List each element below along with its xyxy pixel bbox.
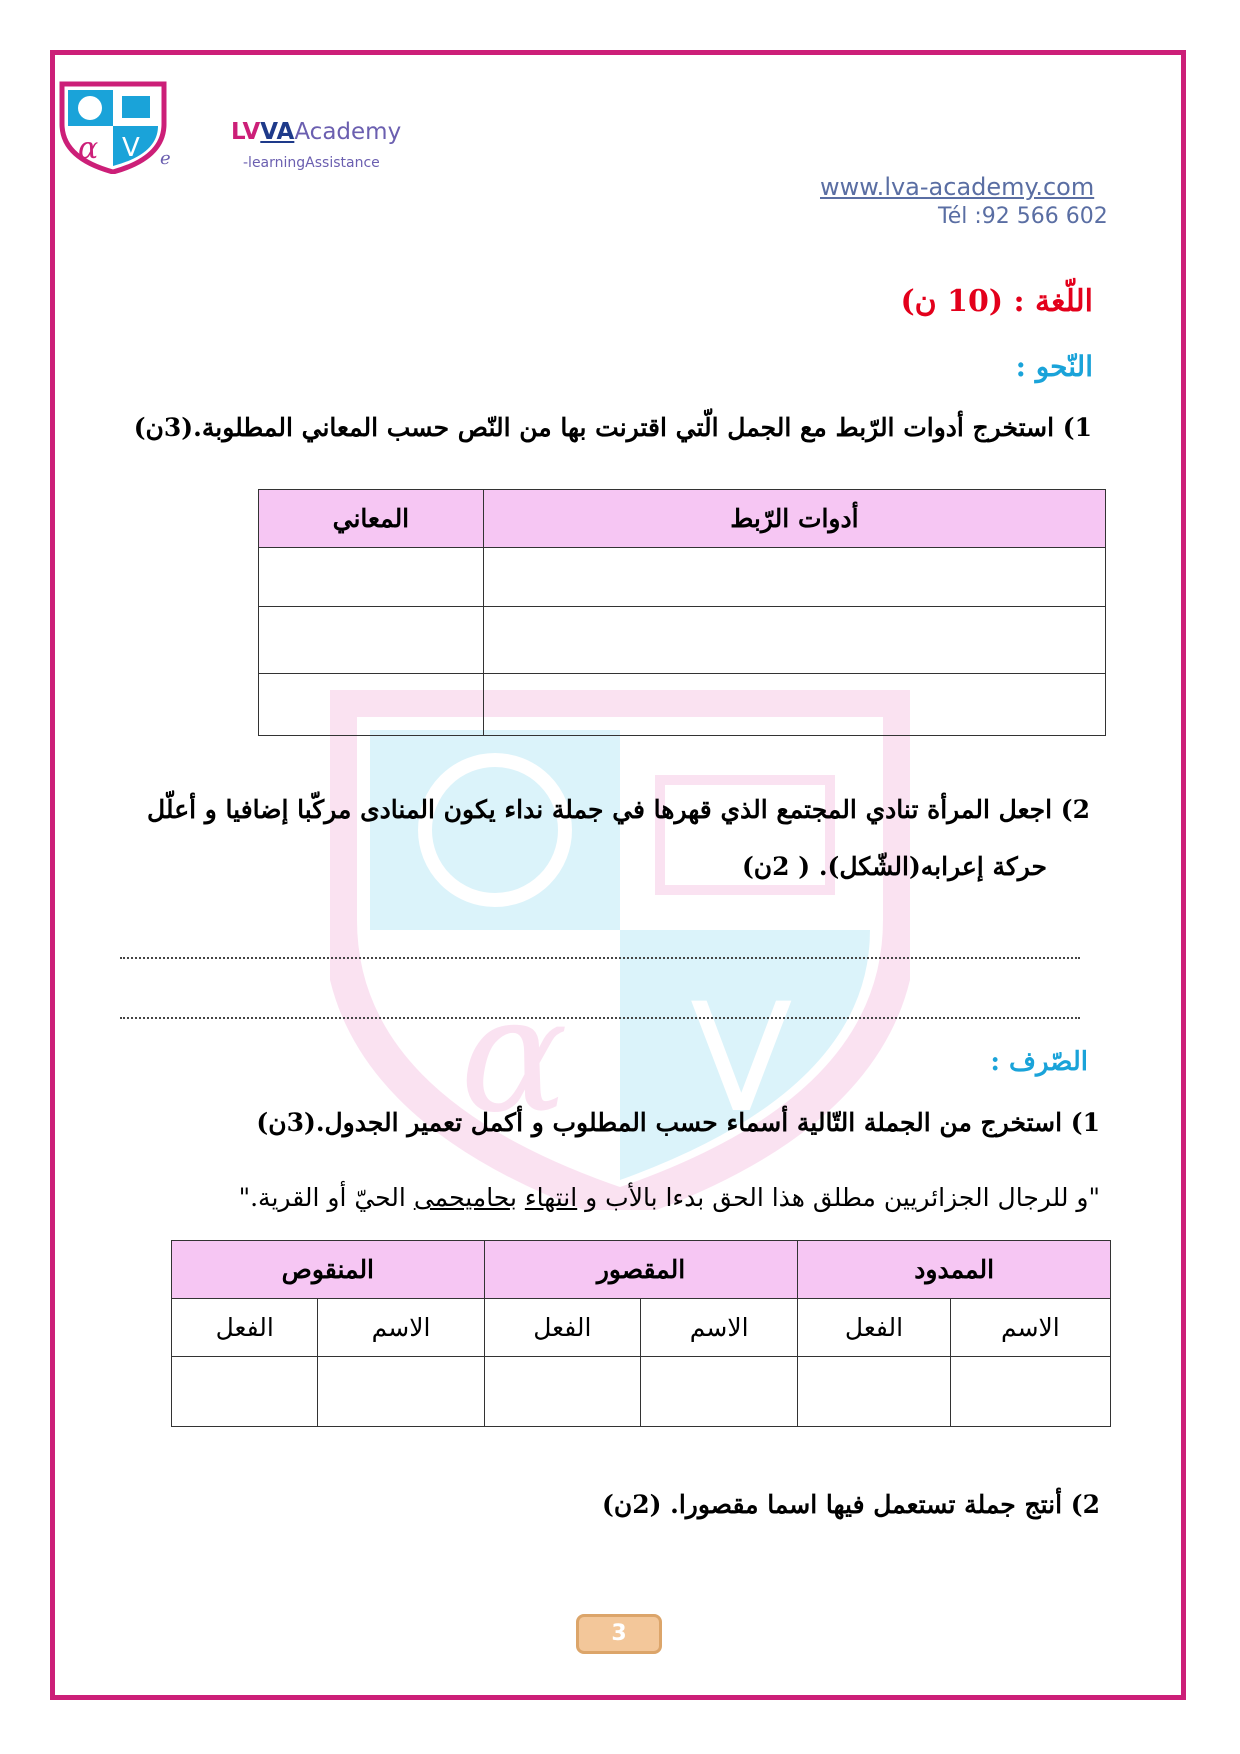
svg-text:V: V [122,133,140,163]
quote-sentence [239,1183,1100,1212]
page-number: 3 [576,1614,662,1654]
connectors-table [258,489,1106,736]
subheader-noun: الاسم [318,1299,484,1357]
lva-logo [58,80,168,174]
group-header-manqus: المنقوص [172,1241,485,1299]
answer-line[interactable] [120,1017,1080,1019]
table-cell[interactable] [798,1357,950,1427]
brand-lv: LV [231,119,261,145]
svg-text:α: α [460,961,569,1148]
brand-e-mark: e [160,148,171,169]
question-1: 1) استخرج أدوات الرّبط مع الجمل الّتي اقترنت بها من النّص حسب المعاني المطلوبة.(3ن) [133,413,1092,442]
svg-text:α: α [78,131,99,166]
table-cell[interactable] [259,607,484,674]
table-cell[interactable] [259,548,484,607]
table-cell[interactable] [259,674,484,736]
table-cell[interactable] [172,1357,318,1427]
question-4: 2) أنتج جملة تستعمل فيها اسما مقصورا. (2ن) [602,1490,1100,1519]
nouns-table [171,1240,1111,1427]
table-cell[interactable] [641,1357,798,1427]
brand-va: VA [260,119,295,145]
subheader-verb: الفعل [172,1299,318,1357]
website-link[interactable]: www.lva-academy.com [820,173,1095,201]
question-2-line-1: 2) اجعل المرأة تنادي المجتمع الذي قهرها في جملة نداء يكون المنادى مركّبا إضافيا و أعلّل [146,795,1090,824]
svg-text:V: V [690,972,793,1146]
phone-number: Tél :92 566 602 [938,204,1108,229]
quote-part: الحيّ أو القرية." [238,1183,414,1212]
table-header-meanings: المعاني [259,490,484,548]
table-cell[interactable] [484,1357,640,1427]
table-cell[interactable] [950,1357,1110,1427]
brand-name [231,119,401,145]
group-header-maqsur: المقصور [484,1241,798,1299]
question-2-line-2: حركة إعرابه(الشّكل). ( 2ن) [741,852,1047,881]
subheader-verb: الفعل [798,1299,950,1357]
brand-academy: Academy [294,119,402,145]
group-header-mamdud: الممدود [798,1241,1111,1299]
table-cell[interactable] [318,1357,484,1427]
table-cell[interactable] [483,674,1105,736]
question-3: 1) استخرج من الجملة التّالية أسماء حسب المطلوب و أكمل تعمير الجدول.(3ن) [256,1108,1100,1137]
table-header-connectors: أدوات الرّبط [483,490,1105,548]
section-grammar-heading: النّحو : [1015,350,1093,383]
brand-subtitle: -learningAssistance [243,155,380,171]
quote-underlined-word: انتهاء [524,1183,578,1212]
table-cell[interactable] [483,607,1105,674]
answer-line[interactable] [120,957,1080,959]
section-language-heading: اللّغة : (10 ن) [900,284,1093,319]
table-cell[interactable] [483,548,1105,607]
section-morphology-heading: الصّرف : [990,1047,1088,1077]
quote-part: ب [509,1183,525,1212]
subheader-verb: الفعل [484,1299,640,1357]
quote-underlined-word: حاميحمى [413,1183,510,1212]
subheader-noun: الاسم [950,1299,1110,1357]
quote-part: "و للرجال الجزائريين مطلق هذا الحق بدءا بالأب و [577,1183,1100,1212]
subheader-noun: الاسم [641,1299,798,1357]
